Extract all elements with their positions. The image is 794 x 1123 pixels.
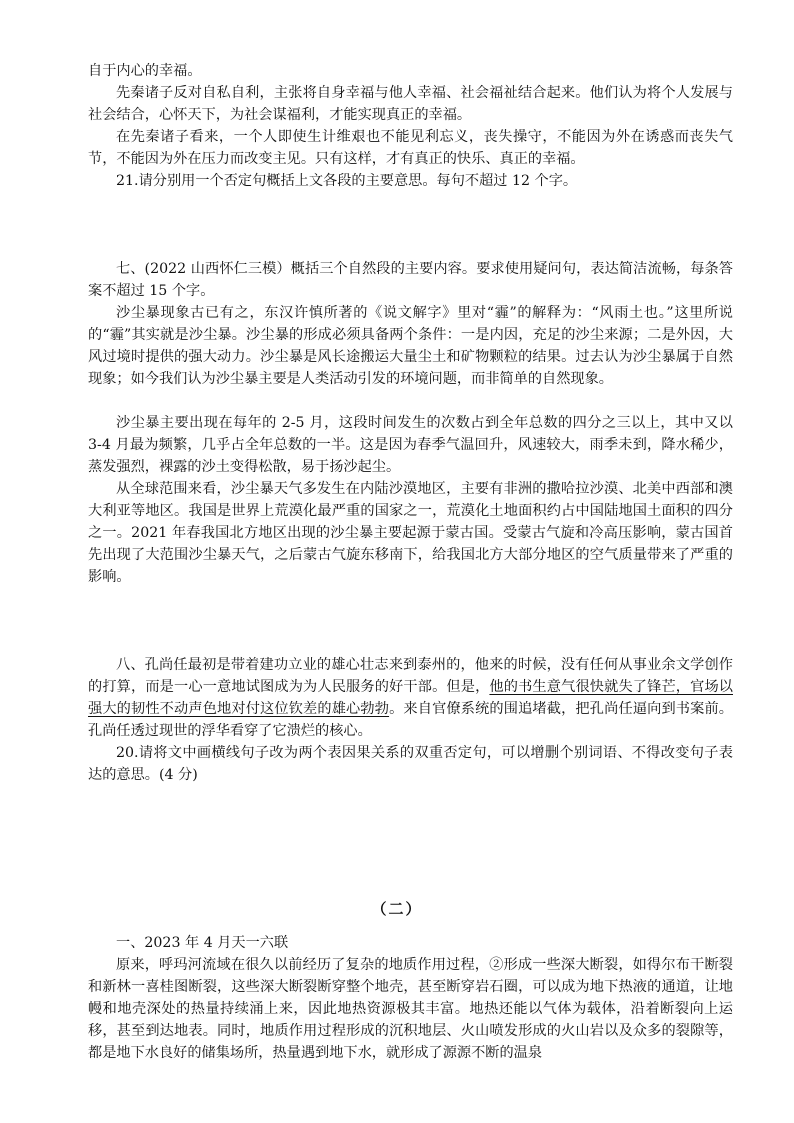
question-7-title: 七、(2022 山西怀仁三模）概括三个自然段的主要内容。要求使用疑问句，表达简洁流畅，每条答案不超过 15 个字。 — [88, 261, 733, 299]
paragraph-happiness-society: 先秦诸子反对自私自利，主张将自身幸福与他人幸福、社会福祉结合起来。他们认为将个人发展与社会结合，心怀天下，为社会谋福利，才能实现真正的幸福。 — [88, 85, 733, 123]
paragraph-sandstorm-origin: 沙尘暴现象古已有之，东汉许慎所著的《说文解字》里对“霾”的解释为：“风雨土也。”这里所说的“霾”其实就是沙尘暴。沙尘暴的形成必须具备两个条件：一是内因，充足的沙尘来源；二是外因，大风过境时提供的强大动力。沙尘暴是风长途搬运大量尘土和矿物颗粒的结果。过去认为沙尘暴属于自然现象；如今我们认为沙尘暴主要是人类活动引发的环境问题，而非简单的自然现象。 — [88, 305, 733, 387]
passage-text-after: 。来自官僚系统的围追堵截，把孔尚任逼向到书案前。孔尚任透过现世的浮华看穿了它溃烂的核心。 — [88, 701, 733, 739]
question-8-passage — [88, 654, 733, 742]
section-source-label: 一、2023 年 4 月天一六联 — [116, 935, 289, 951]
question-21: 21.请分别用一个否定句概括上文各段的主要意思。每句不超过 12 个字。 — [116, 173, 578, 189]
passage-text-before: 八、孔尚任最初是带着建功立业的雄心壮志来到泰州的，他来的时候，没有任何从事业余文学创作的打算，而是一心一意地试图成为为人民服务的好干部。但是， — [88, 657, 733, 695]
paragraph-geothermal: 原来，呼玛河流域在很久以前经历了复杂的地质作用过程，②形成一些深大断裂，如得尔布干断裂和新林一喜桂图断裂，这些深大断裂断穿整个地壳，甚至断穿岩石圈，可以成为地下热液的通道，让地幔和地壳深处的热量持续涌上来，因此地热资源极其丰富。地热还能以气体为载体，沿着断裂向上运移，甚至到达地表。同时，地质作用过程形成的沉积地层、火山喷发形成的火山岩以及众多的裂隙等，都是地下水良好的储集场所，热量遇到地下水，就形成了源源不断的温泉 — [88, 957, 733, 1061]
paragraph-happiness-integrity: 在先秦诸子看来，一个人即使生计维艰也不能见利忘义，丧失操守，不能因为外在诱惑而丧失气节，不能因为外在压力而改变主见。只有这样，才有真正的快乐、真正的幸福。 — [88, 129, 733, 167]
paragraph-sandstorm-season: 沙尘暴主要出现在每年的 2-5 月，这段时间发生的次数占到全年总数的四分之三以上，其中又以 3-4 月最为频繁，几乎占全年总数的一半。这是因为春季气温回升，风速较大，雨季未到，降水稀少，蒸发强烈，裸露的沙土变得松散，易于扬沙起尘。 — [88, 415, 733, 475]
question-20: 20.请将文中画横线句子改为两个表因果关系的双重否定句，可以增删个别词语、不得改变句子表达的意思。(4 分) — [88, 745, 733, 783]
paragraph-sandstorm-global: 从全球范围来看，沙尘暴天气多发生在内陆沙漠地区，主要有非洲的撒哈拉沙漠、北美中西部和澳大利亚等地区。我国是世界上荒漠化最严重的国家之一，荒漠化土地面积约占中国陆地国土面积的四分之一。2021 年春我国北方地区出现的沙尘暴主要起源于蒙古国。受蒙古气旋和冷高压影响，蒙古国首先出现了大范围沙尘暴天气，之后蒙古气旋东移南下，给我国北方大部分地区的空气质量带来了严重的影响。 — [88, 481, 733, 585]
section-heading-2: （二） — [371, 900, 423, 918]
paragraph-fragment: 自于内心的幸福。 — [88, 63, 202, 79]
underlined-sentence: 他的书生意气很快就失了锋芒，官场以强大的韧性不动声色地对付这位钦差的雄心勃勃 — [88, 679, 733, 717]
